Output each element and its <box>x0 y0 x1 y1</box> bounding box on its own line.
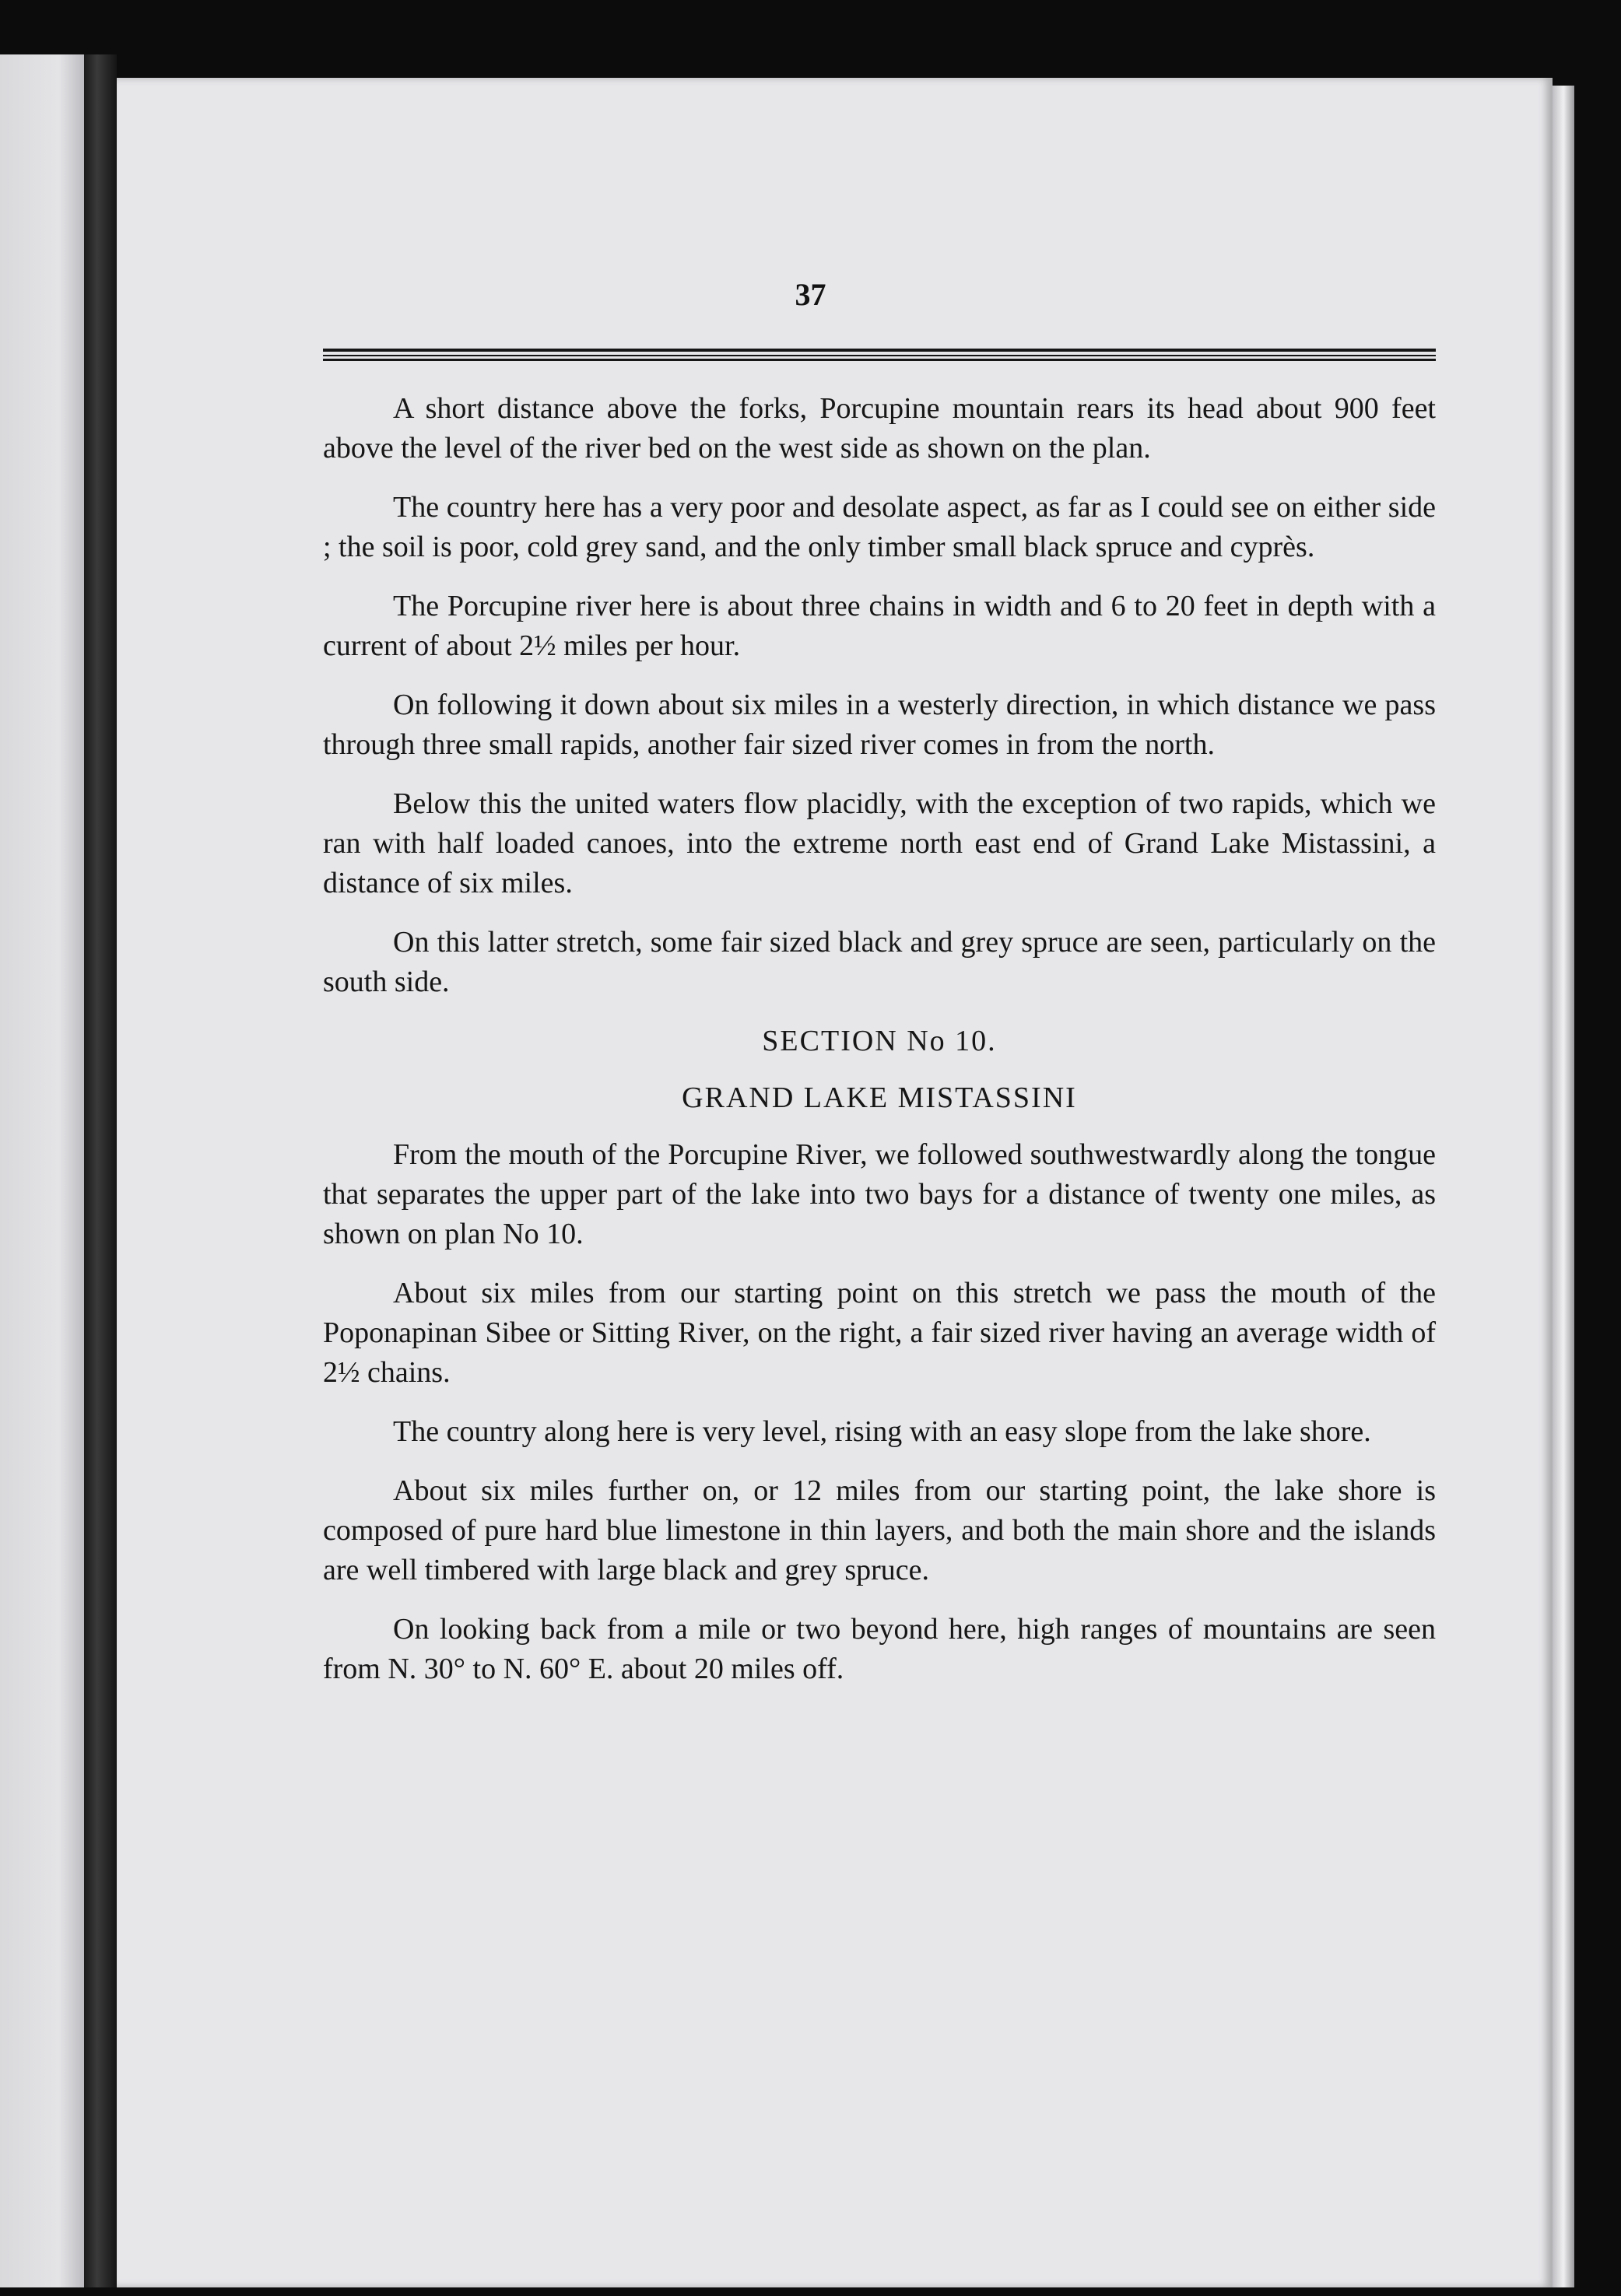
header-rule <box>323 349 1436 361</box>
paragraph: The Porcupine river here is about three chains in width and 6 to 20 feet in depth with a current of about 2½ miles per hour. <box>323 590 1436 662</box>
paragraph: About six miles from our starting point on this stretch we pass the mouth of the Poponapinan Sibee or Sitting River, on the right, a fair sized river having an average width of 2½ chains. <box>323 1277 1436 1389</box>
paragraph: The country along here is very level, rising with an easy slope from the lake shore. <box>393 1415 1371 1448</box>
paragraph: On looking back from a mile or two beyond here, high ranges of mountains are seen from N. 30° to N. 60° E. about 20 miles off. <box>323 1613 1436 1685</box>
rule-line <box>323 355 1436 356</box>
page-number: 37 <box>795 277 826 312</box>
body-text <box>323 389 1436 1709</box>
paragraph: From the mouth of the Porcupine River, we followed southwestwardly along the tongue that separates the upper part of the lake into two bays for a distance of twenty one miles, as shown on plan No 10. <box>323 1138 1436 1250</box>
rule-line <box>323 359 1436 361</box>
paragraph: About six miles further on, or 12 miles from our starting point, the lake shore is composed of pure hard blue limestone in thin layers, and both the main shore and the islands are well timbered with large black and grey spruce. <box>323 1474 1436 1586</box>
section-title: GRAND LAKE MISTASSINI <box>682 1081 1077 1114</box>
book-gutter <box>84 54 117 2287</box>
paragraph: Below this the united waters flow placidly, with the exception of two rapids, which we ran with half loaded canoes, into the extreme north east end of Grand Lake Mistassini, a distance of six miles. <box>323 787 1436 899</box>
paragraph: On this latter stretch, some fair sized black and grey spruce are seen, particularly on the south side. <box>323 926 1436 998</box>
paragraph: The country here has a very poor and desolate aspect, as far as I could see on either side ; the soil is poor, cold grey sand, and the only timber small black spruce and cyprès. <box>323 491 1436 563</box>
previous-page-edge <box>0 54 84 2287</box>
paragraph: On following it down about six miles in a westerly direction, in which distance we pass through three small rapids, another fair sized river comes in from the north. <box>323 689 1436 761</box>
section-heading: SECTION No 10. <box>762 1025 997 1057</box>
page-stack-edge <box>1553 86 1574 2287</box>
rule-line <box>323 349 1436 352</box>
paragraph: A short distance above the forks, Porcupine mountain rears its head about 900 feet above the level of the river bed on the west side as shown on the plan. <box>323 392 1436 464</box>
